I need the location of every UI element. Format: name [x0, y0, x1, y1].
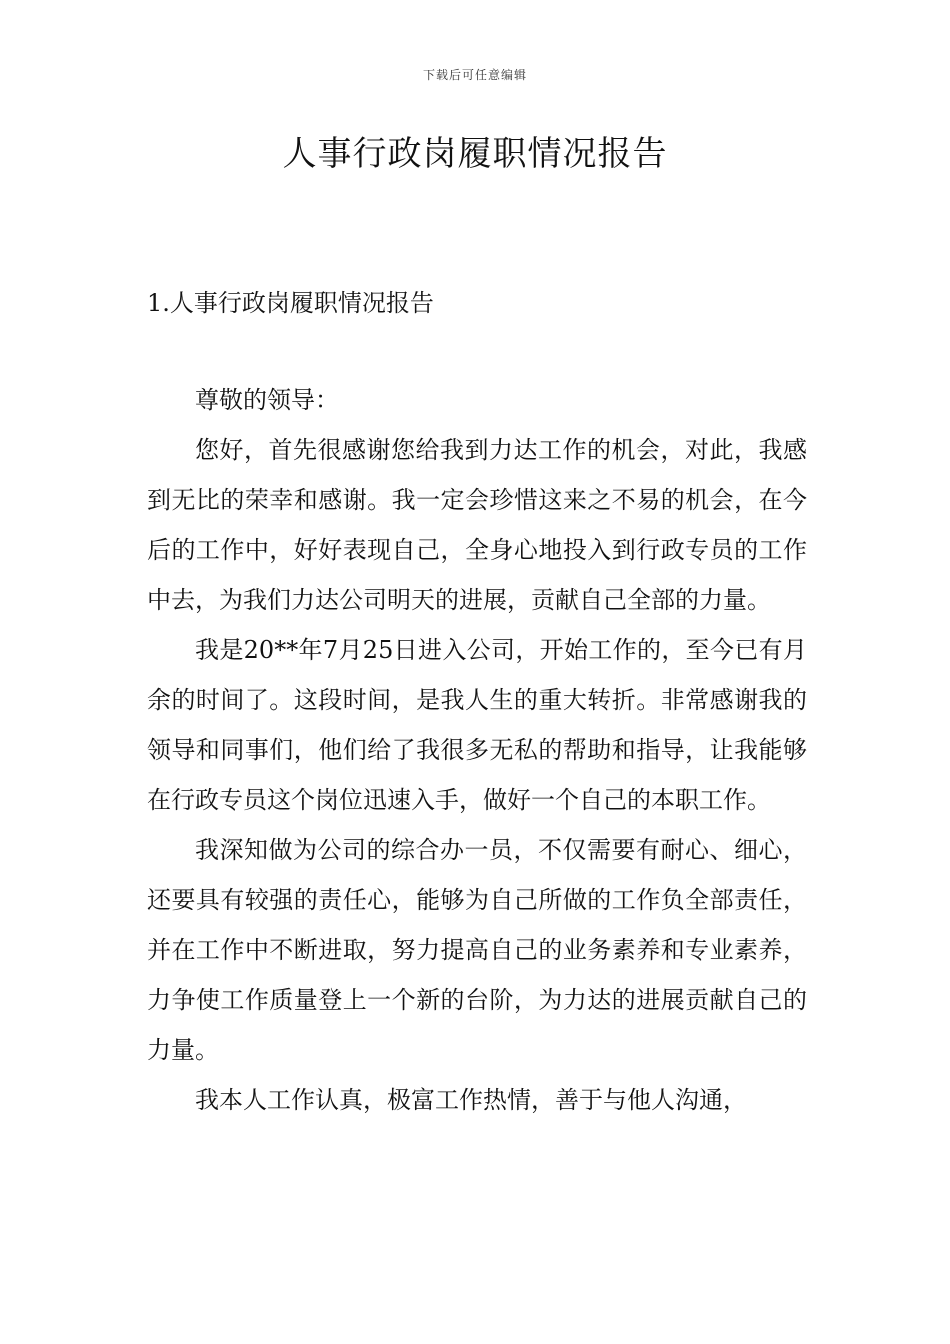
body-paragraph: 我是20**年7月25日进入公司，开始工作的，至今已有月余的时间了。这段时间，是我人生的重大转折。非常感谢我的领导和同事们，他们给了我很多无私的帮助和指导，让我能够在行政专员这个岗位迅速入手，做好一个自己的本职工作。 [147, 636, 807, 814]
document-title: 人事行政岗履职情况报告 [282, 134, 668, 174]
body-paragraph: 我本人工作认真，极富工作热情，善于与他人沟通， [195, 1086, 747, 1114]
section-heading: 1.人事行政岗履职情况报告 [147, 289, 434, 317]
body-paragraph: 我深知做为公司的综合办一员，不仅需要有耐心、细心，还要具有较强的责任心，能够为自己所做的工作负全部责任，并在工作中不断进取，努力提高自己的业务素养和专业素养，力争使工作质量登上一个新的台阶，为力达的进展贡献自己的力量。 [147, 836, 807, 1064]
body-text [147, 375, 807, 1125]
body-paragraph: 您好，首先很感谢您给我到力达工作的机会，对此，我感到无比的荣幸和感谢。我一定会珍惜这来之不易的机会，在今后的工作中，好好表现自己，全身心地投入到行政专员的工作中去，为我们力达公司明天的进展，贡献自己全部的力量。 [147, 436, 807, 614]
salutation-paragraph: 尊敬的领导： [195, 386, 339, 414]
header-note: 下载后可任意编辑 [422, 68, 527, 82]
